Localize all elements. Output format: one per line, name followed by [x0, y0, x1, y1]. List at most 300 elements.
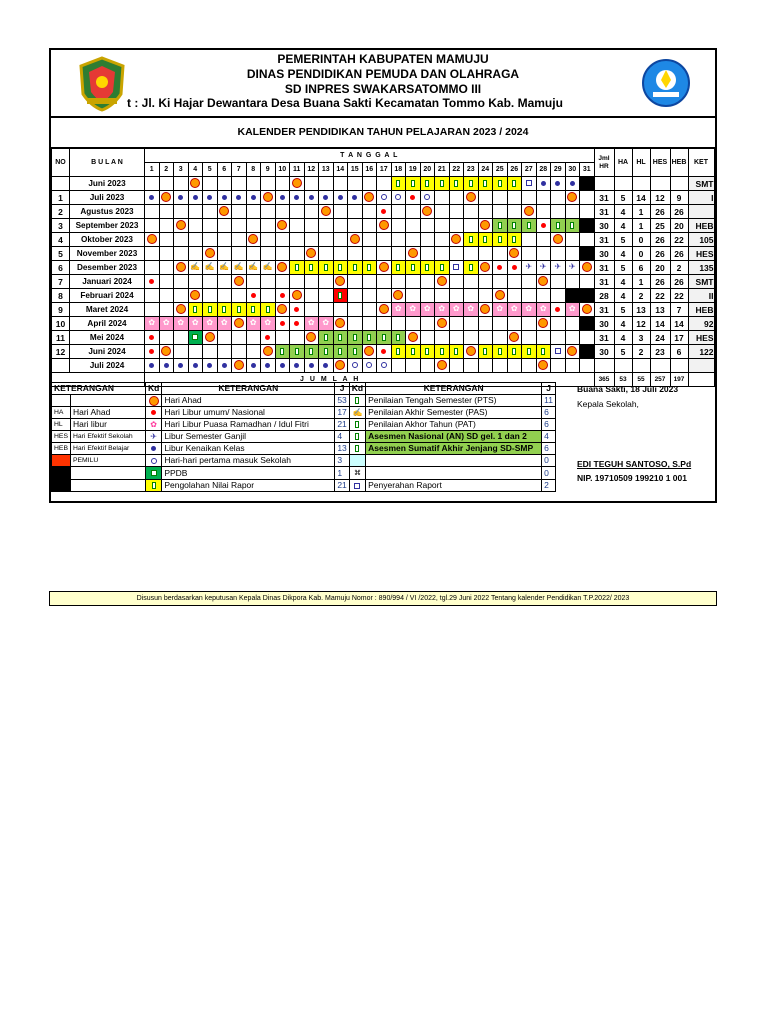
day-cell: [377, 345, 392, 359]
day-cell: [145, 289, 160, 303]
report-box-icon: [526, 180, 532, 186]
day-cell: [449, 359, 464, 373]
day-cell: [406, 191, 421, 205]
day-cell: [406, 345, 421, 359]
legend-right-text: Penilaian Akhor Tahun (PAT): [366, 419, 542, 431]
legend-left-empty: [52, 480, 71, 492]
day-cell: [261, 205, 276, 219]
legend-right-count: 0: [542, 467, 556, 480]
month-row: [52, 317, 715, 331]
exam-marker-icon: [309, 348, 313, 355]
month-ha: 4: [614, 275, 632, 289]
day-cell: [420, 177, 435, 191]
ramadhan-flower-icon: ✿: [177, 318, 185, 328]
day-cell: [435, 219, 450, 233]
holiday-dot-icon: [149, 335, 154, 340]
day-cell: [507, 275, 522, 289]
col-no: NO: [52, 149, 70, 177]
month-row: [52, 331, 715, 345]
misc-icon: ⌘: [353, 470, 361, 477]
day-cell: [159, 359, 174, 373]
class-holiday-dot-icon: [193, 195, 198, 200]
day-cell: [348, 289, 363, 303]
day-cell: [290, 261, 305, 275]
month-ha: 5: [614, 261, 632, 275]
day-cell: [232, 247, 247, 261]
day-cell: [290, 345, 305, 359]
day-cell: [391, 177, 406, 191]
exam-marker-icon: [512, 222, 516, 229]
class-holiday-dot-icon: [178, 363, 183, 368]
month-no: 6: [52, 261, 70, 275]
legend-left-empty: [70, 467, 145, 480]
legend-left-code: HES: [52, 431, 71, 443]
sunday-icon: [176, 304, 186, 314]
day-cell: [174, 345, 189, 359]
day-cell: [522, 303, 537, 317]
legend-mid-count: 21: [335, 419, 349, 431]
day-cell: [203, 275, 218, 289]
month-name: Oktober 2023: [70, 233, 145, 247]
exam-marker-icon: [152, 482, 156, 489]
day-cell: [406, 275, 421, 289]
day-cell: [507, 289, 522, 303]
exam-marker-icon: [483, 180, 487, 187]
day-cell: [565, 233, 580, 247]
day-cell: [391, 359, 406, 373]
ramadhan-flower-icon: ✿: [264, 318, 272, 328]
month-heb: 26: [670, 247, 688, 261]
exam-marker-icon: [440, 264, 444, 271]
day-cell: [449, 233, 464, 247]
legend-mid-kd: [145, 395, 161, 407]
day-cell: [159, 331, 174, 345]
day-cell: [348, 219, 363, 233]
day-cell: [333, 317, 348, 331]
day-header: 14: [333, 163, 348, 177]
day-cell: [478, 317, 493, 331]
sunday-icon: [335, 276, 345, 286]
sunday-icon: [292, 178, 302, 188]
day-cell: [478, 261, 493, 275]
day-header: 27: [522, 163, 537, 177]
legend-left-code: [52, 455, 71, 467]
day-cell: [551, 247, 566, 261]
day-cell: [464, 205, 479, 219]
month-row: [52, 289, 715, 303]
day-cell: [333, 191, 348, 205]
legend-mid-kd: [145, 443, 161, 455]
day-cell: [333, 233, 348, 247]
day-cell: [536, 191, 551, 205]
day-cell: [551, 275, 566, 289]
day-cell: [435, 191, 450, 205]
day-cell: [203, 261, 218, 275]
day-cell: [246, 247, 261, 261]
day-cell: [232, 191, 247, 205]
day-cell: [159, 219, 174, 233]
day-cell: [174, 233, 189, 247]
day-cell: [536, 359, 551, 373]
day-cell: [565, 303, 580, 317]
day-cell: [261, 177, 276, 191]
class-holiday-dot-icon: [251, 195, 256, 200]
day-cell: [203, 303, 218, 317]
exam-marker-icon: [353, 348, 357, 355]
day-header: 25: [493, 163, 508, 177]
legend-right-count: 11: [542, 395, 556, 407]
legend-header-j-2: J: [542, 383, 556, 395]
day-cell: [246, 289, 261, 303]
sunday-icon: [509, 332, 519, 342]
day-cell: [580, 191, 595, 205]
day-cell: [333, 261, 348, 275]
pas-writing-icon: ✍: [352, 407, 363, 417]
ramadhan-flower-icon: ✿: [467, 304, 475, 314]
day-cell: [449, 331, 464, 345]
month-ket: HEB: [688, 303, 714, 317]
sunday-icon: [495, 290, 505, 300]
ramadhan-flower-icon: ✿: [539, 304, 547, 314]
day-cell: [174, 275, 189, 289]
report-box-icon: [555, 348, 561, 354]
sunday-icon: [538, 318, 548, 328]
month-heb: 17: [670, 331, 688, 345]
day-cell: [261, 191, 276, 205]
day-cell: [507, 233, 522, 247]
day-cell: [391, 303, 406, 317]
day-cell: [217, 233, 232, 247]
legend-left-empty: [70, 480, 145, 492]
day-cell: [478, 247, 493, 261]
day-cell: [145, 177, 160, 191]
day-cell: [145, 275, 160, 289]
day-cell: [565, 345, 580, 359]
day-cell: [565, 261, 580, 275]
day-cell: [464, 233, 479, 247]
sunday-icon: [161, 192, 171, 202]
month-jml: 31: [594, 233, 614, 247]
day-cell: [478, 303, 493, 317]
ramadhan-flower-icon: ✿: [191, 318, 199, 328]
day-cell: [391, 247, 406, 261]
exam-marker-icon: [425, 180, 429, 187]
total-hes: 257: [650, 373, 670, 387]
legend-right-text: [366, 467, 542, 480]
exam-marker-icon: [396, 348, 400, 355]
exam-marker-icon: [454, 180, 458, 187]
day-cell: [435, 303, 450, 317]
day-cell: [188, 205, 203, 219]
ramadhan-flower-icon: ✿: [307, 318, 315, 328]
day-cell: [232, 177, 247, 191]
legend-left-text: Hari Efektif Sekolah: [70, 431, 145, 443]
legend-right-text: Asesmen Nasional (AN) SD gel. 1 dan 2: [366, 431, 542, 443]
day-cell: [493, 177, 508, 191]
month-heb: 22: [670, 233, 688, 247]
day-cell: [420, 331, 435, 345]
month-name: April 2024: [70, 317, 145, 331]
day-cell: [275, 359, 290, 373]
day-cell: [478, 219, 493, 233]
legend-left-code: HL: [52, 419, 71, 431]
day-cell: [145, 191, 160, 205]
sunday-icon: [567, 346, 577, 356]
first-day-ring-icon: [395, 194, 401, 200]
legend-header-kd-2: Kd: [349, 383, 365, 395]
day-cell: [493, 331, 508, 345]
day-cell: [333, 345, 348, 359]
month-hl: 2: [632, 345, 650, 359]
day-cell: [406, 261, 421, 275]
day-cell: [145, 331, 160, 345]
exam-marker-icon: [338, 292, 342, 299]
class-holiday-dot-icon: [352, 195, 357, 200]
month-ket: 105: [688, 233, 714, 247]
legend-mid-text: Hari Libur Puasa Ramadhan / Idul Fitri: [162, 419, 335, 431]
day-cell: [159, 303, 174, 317]
legend-right-text: Penilaian Akhir Semester (PAS): [366, 407, 542, 419]
day-cell: [522, 205, 537, 219]
day-cell: [377, 247, 392, 261]
day-cell: [377, 303, 392, 317]
day-cell: [174, 317, 189, 331]
day-cell: [449, 191, 464, 205]
sunday-icon: [277, 262, 287, 272]
day-cell: [203, 247, 218, 261]
day-cell: [464, 191, 479, 205]
day-cell: [435, 177, 450, 191]
month-hl: [632, 359, 650, 373]
sunday-icon: [306, 248, 316, 258]
month-no: 3: [52, 219, 70, 233]
day-cell: [319, 233, 334, 247]
exam-marker-icon: [367, 334, 371, 341]
col-ket: KET: [688, 149, 714, 177]
day-cell: [203, 233, 218, 247]
day-cell: [275, 177, 290, 191]
day-cell: [478, 177, 493, 191]
month-jml: 28: [594, 289, 614, 303]
day-cell: [362, 219, 377, 233]
day-cell: [377, 233, 392, 247]
day-cell: [217, 191, 232, 205]
day-cell: [522, 177, 537, 191]
exam-marker-icon: [469, 264, 473, 271]
semester-break-plane-icon: ✈: [525, 262, 533, 272]
day-header: 29: [551, 163, 566, 177]
sunday-icon: [437, 318, 447, 328]
month-heb: 20: [670, 219, 688, 233]
legend-right-count: 6: [542, 419, 556, 431]
day-cell: [580, 331, 595, 345]
day-cell: [159, 289, 174, 303]
day-cell: [420, 205, 435, 219]
day-cell: [203, 289, 218, 303]
month-row: [52, 219, 715, 233]
exam-marker-icon: [425, 264, 429, 271]
day-cell: [232, 331, 247, 345]
day-cell: [522, 345, 537, 359]
day-cell: [464, 345, 479, 359]
class-holiday-dot-icon: [207, 363, 212, 368]
class-holiday-dot-icon: [178, 195, 183, 200]
day-cell: [304, 219, 319, 233]
exam-marker-icon: [338, 264, 342, 271]
day-header: 12: [304, 163, 319, 177]
month-name: Desember 2023: [70, 261, 145, 275]
document-header: [51, 50, 715, 118]
day-cell: [232, 219, 247, 233]
month-no: 12: [52, 345, 70, 359]
month-ket: SMT: [688, 177, 714, 191]
day-cell: [493, 303, 508, 317]
day-cell: [362, 205, 377, 219]
month-hl: [632, 177, 650, 191]
day-header: 9: [261, 163, 276, 177]
day-cell: [246, 233, 261, 247]
class-holiday-dot-icon: [280, 363, 285, 368]
sunday-icon: [263, 192, 273, 202]
day-cell: [478, 345, 493, 359]
exam-marker-icon: [237, 306, 241, 313]
day-cell: [174, 261, 189, 275]
month-heb: [670, 177, 688, 191]
day-cell: [319, 219, 334, 233]
sunday-icon: [408, 332, 418, 342]
class-holiday-dot-icon: [294, 363, 299, 368]
ramadhan-flower-icon: ✿: [510, 304, 518, 314]
day-cell: [449, 205, 464, 219]
day-cell: [261, 317, 276, 331]
day-cell: [159, 275, 174, 289]
header-line2: DINAS PENDIDIKAN PEMUDA DAN OLAHRAGA: [246, 67, 520, 81]
day-cell: [348, 275, 363, 289]
ramadhan-flower-icon: ✿: [496, 304, 504, 314]
day-cell: [536, 345, 551, 359]
legend-mid-text: Hari Libur umum/ Nasional: [162, 407, 335, 419]
day-cell: [580, 219, 595, 233]
class-holiday-dot-icon: [309, 195, 314, 200]
day-cell: [536, 303, 551, 317]
day-cell: [232, 289, 247, 303]
legend-left-code: HEB: [52, 443, 71, 455]
exam-marker-icon: [396, 264, 400, 271]
day-cell: [333, 177, 348, 191]
month-name: September 2023: [70, 219, 145, 233]
month-ket: [688, 205, 714, 219]
day-cell: [449, 289, 464, 303]
day-cell: [290, 275, 305, 289]
day-header: 19: [406, 163, 421, 177]
legend-mid-text: PPDB: [162, 467, 335, 480]
month-row: [52, 359, 715, 373]
exam-marker-icon: [355, 433, 359, 440]
day-cell: [362, 317, 377, 331]
day-cell: [377, 359, 392, 373]
month-ha: 5: [614, 191, 632, 205]
day-cell: [275, 345, 290, 359]
day-cell: [420, 275, 435, 289]
sunday-icon: [567, 192, 577, 202]
class-holiday-dot-icon: [222, 363, 227, 368]
holiday-dot-icon: [497, 265, 502, 270]
day-cell: [319, 345, 334, 359]
month-hes: 25: [650, 219, 670, 233]
day-cell: [435, 359, 450, 373]
month-ha: 4: [614, 247, 632, 261]
day-cell: [304, 289, 319, 303]
class-holiday-dot-icon: [149, 363, 154, 368]
first-day-ring-icon: [151, 458, 157, 464]
month-no: 2: [52, 205, 70, 219]
day-cell: [536, 289, 551, 303]
day-cell: [290, 359, 305, 373]
day-cell: [145, 303, 160, 317]
day-cell: [449, 275, 464, 289]
sunday-icon: [582, 304, 592, 314]
exam-marker-icon: [498, 236, 502, 243]
day-cell: [493, 317, 508, 331]
pas-writing-icon: ✍: [190, 262, 201, 272]
day-cell: [145, 247, 160, 261]
month-ha: 4: [614, 331, 632, 345]
first-day-ring-icon: [424, 194, 430, 200]
day-cell: [203, 191, 218, 205]
day-cell: [377, 331, 392, 345]
day-cell: [246, 191, 261, 205]
day-cell: [536, 331, 551, 345]
day-cell: [348, 261, 363, 275]
ramadhan-flower-icon: ✿: [568, 304, 576, 314]
day-cell: [377, 261, 392, 275]
class-holiday-dot-icon: [207, 195, 212, 200]
month-heb: [670, 359, 688, 373]
day-cell: [580, 177, 595, 191]
day-cell: [304, 345, 319, 359]
day-cell: [580, 359, 595, 373]
legend-left-text: Hari Ahad: [70, 407, 145, 419]
sunday-icon: [538, 360, 548, 370]
month-no: 4: [52, 233, 70, 247]
day-cell: [203, 331, 218, 345]
sunday-icon: [364, 192, 374, 202]
day-cell: [507, 219, 522, 233]
sign-name: EDI TEGUH SANTOSO, S.Pd: [577, 459, 692, 469]
day-cell: [478, 191, 493, 205]
month-heb: 14: [670, 317, 688, 331]
day-cell: [435, 275, 450, 289]
holiday-dot-icon: [294, 307, 299, 312]
month-ha: [614, 177, 632, 191]
day-cell: [391, 205, 406, 219]
day-cell: [406, 359, 421, 373]
day-cell: [551, 261, 566, 275]
day-cell: [493, 289, 508, 303]
day-cell: [145, 233, 160, 247]
day-cell: [362, 303, 377, 317]
legend-mid-count: 17: [335, 407, 349, 419]
month-heb: 7: [670, 303, 688, 317]
sunday-icon: [408, 248, 418, 258]
day-cell: [580, 247, 595, 261]
day-cell: [536, 219, 551, 233]
day-cell: [493, 359, 508, 373]
day-cell: [435, 317, 450, 331]
day-header: 1: [145, 163, 160, 177]
class-holiday-dot-icon: [149, 195, 154, 200]
day-cell: [493, 275, 508, 289]
